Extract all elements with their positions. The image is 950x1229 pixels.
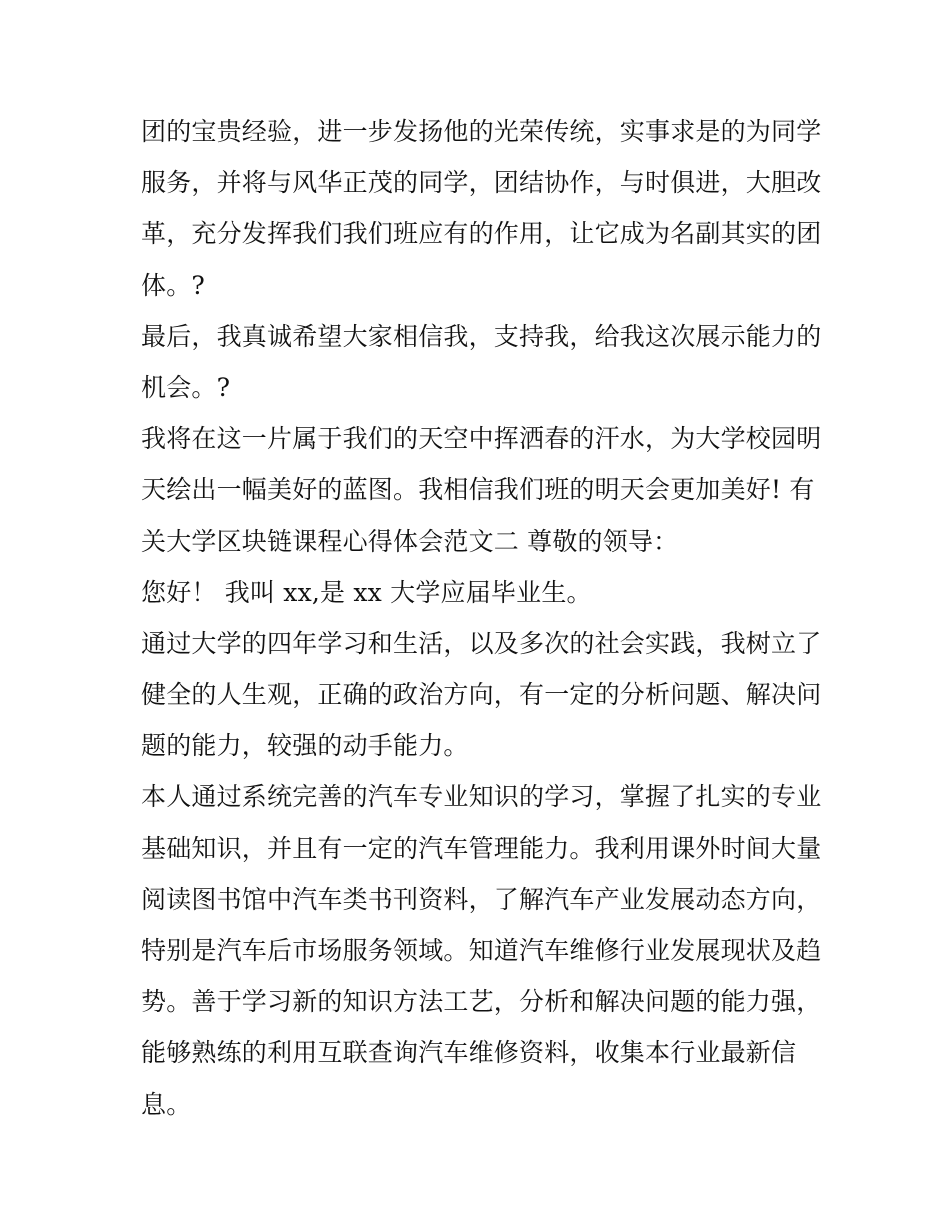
text-line: 体。? [141, 270, 206, 300]
text-line: 题的能力，较强的动手能力。 [141, 731, 469, 761]
text-line: 团的宝贵经验，进一步发扬他的光荣传统，实事求是的为同学 [141, 117, 822, 146]
text-line: 阅读图书馆中汽车类书刊资料，了解汽车产业发展动态方向， [141, 884, 822, 914]
text-line: 我将在这一片属于我们的天空中挥洒春的汗水，为大学校园明 [141, 424, 822, 454]
text-line: 基础知识，并且有一定的汽车管理能力。我利用课外时间大量 [141, 833, 822, 863]
text-line: 健全的人生观，正确的政治方向，有一定的分析问题、解决问 [141, 680, 822, 710]
text-line: 服务，并将与风华正茂的同学，团结协作，与时俱进，大胆改 [141, 168, 822, 198]
text-line: 您好！ 我叫 xx,是 xx 大学应届毕业生。 [141, 577, 592, 607]
text-line: 革，充分发挥我们我们班应有的作用，让它成为名副其实的团 [141, 219, 822, 249]
text-line: 机会。? [141, 372, 231, 402]
text-line: 天绘出一幅美好的蓝图。我相信我们班的明天会更加美好! 有 [141, 475, 815, 505]
text-line: 能够熟练的利用互联查询汽车维修资料，收集本行业最新信 [141, 1038, 797, 1068]
document-body [141, 106, 821, 1130]
text-line: 势。善于学习新的知识方法工艺，分析和解决问题的能力强， [141, 987, 822, 1017]
text-line: 特别是汽车后市场服务领域。知道汽车维修行业发展现状及趋 [141, 936, 822, 965]
text-line: 本人通过系统完善的汽车专业知识的学习，掌握了扎实的专业 [141, 782, 822, 812]
text-line: 息。 [141, 1089, 192, 1119]
text-line: 通过大学的四年学习和生活，以及多次的社会实践，我树立了 [141, 628, 822, 658]
text-line: 关大学区块链课程心得体会范文二 尊敬的领导： [141, 526, 679, 556]
text-line: 最后，我真诚希望大家相信我，支持我，给我这次展示能力的 [141, 321, 822, 351]
